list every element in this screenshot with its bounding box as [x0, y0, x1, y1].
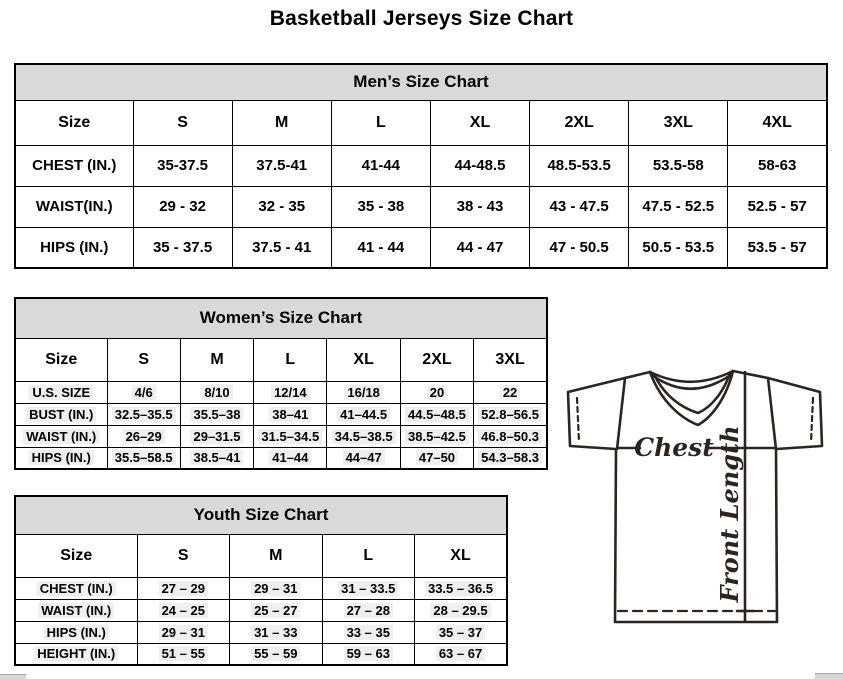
size-value: 38.5–41 [190, 450, 243, 465]
size-value: 44.5–48.5 [405, 407, 469, 422]
youth-size-chart-table [14, 495, 508, 666]
size-cell [400, 381, 473, 403]
row-label [15, 643, 137, 665]
size-cell: 53.5 - 57 [728, 227, 827, 268]
size-cell [107, 447, 180, 469]
page-title: Basketball Jerseys Size Chart [269, 7, 574, 30]
column-header: L [331, 100, 430, 145]
jersey-seam-left [617, 378, 625, 449]
table-row [15, 186, 827, 227]
size-value: 33.5 – 36.5 [425, 581, 496, 596]
row-label-text: BUST (IN.) [26, 407, 96, 422]
size-value: 27 – 29 [159, 581, 208, 596]
size-value: 29 – 31 [251, 581, 300, 596]
size-cell [254, 403, 327, 425]
size-cell [322, 643, 415, 665]
column-header: Size [15, 534, 137, 577]
size-cell: 50.5 - 53.5 [629, 227, 728, 268]
size-value: 38–41 [269, 407, 311, 422]
size-cell [400, 403, 473, 425]
size-cell: 43 - 47.5 [530, 186, 629, 227]
size-cell [180, 381, 253, 403]
table-row [15, 621, 507, 643]
womens-table-title: Women’s Size Chart [15, 298, 547, 338]
column-header: S [107, 338, 180, 381]
size-cell [180, 403, 253, 425]
size-value: 8/10 [201, 385, 232, 400]
size-cell: 35 - 38 [331, 186, 430, 227]
size-value: 47–50 [416, 450, 458, 465]
size-value: 22 [500, 385, 520, 400]
size-value: 34.5–38.5 [332, 429, 396, 444]
size-value: 51 – 55 [159, 646, 208, 661]
size-cell [137, 599, 230, 621]
column-header: 3XL [629, 100, 728, 145]
size-value: 31.5–34.5 [258, 429, 322, 444]
column-header: L [254, 338, 327, 381]
vneck-outer [650, 371, 733, 425]
row-label-text: HIPS (IN.) [44, 625, 109, 640]
front-length-label: Front Length [715, 425, 744, 603]
table-row [15, 577, 507, 599]
table-title-row [15, 496, 507, 534]
size-value: 41–44.5 [337, 407, 390, 422]
size-cell [230, 621, 323, 643]
column-header: M [232, 100, 331, 145]
size-cell [327, 403, 400, 425]
size-cell [474, 425, 547, 447]
size-value: 38.5–42.5 [405, 429, 469, 444]
size-cell: 37.5-41 [232, 145, 331, 186]
size-value: 16/18 [344, 385, 383, 400]
size-cell [254, 381, 327, 403]
row-label [15, 381, 107, 403]
size-cell [322, 577, 415, 599]
size-value: 35.5–58.5 [112, 450, 176, 465]
size-value: 35 – 37 [436, 625, 485, 640]
size-value: 29 – 31 [159, 625, 208, 640]
row-label-text: U.S. SIZE [29, 385, 93, 400]
row-label-text: WAIST (IN.) [23, 429, 99, 444]
size-cell [322, 599, 415, 621]
size-value: 55 – 59 [251, 646, 300, 661]
table-title-row [15, 64, 827, 100]
size-cell [415, 621, 508, 643]
row-label-text: HEIGHT (IN.) [34, 646, 118, 661]
row-label-text: HIPS (IN.) [29, 450, 94, 465]
size-cell: 47.5 - 52.5 [629, 186, 728, 227]
size-cell: 29 - 32 [133, 186, 232, 227]
mens-table-title: Men’s Size Chart [15, 64, 827, 100]
size-cell [180, 447, 253, 469]
column-header: L [322, 534, 415, 577]
row-label: WAIST(IN.) [15, 186, 133, 227]
size-cell [180, 425, 253, 447]
size-cell [474, 403, 547, 425]
scrollbar-fragment-left[interactable] [0, 674, 26, 679]
row-label [15, 577, 137, 599]
size-value: 46.8–50.3 [478, 429, 542, 444]
size-value: 32.5–35.5 [112, 407, 176, 422]
column-header: 3XL [474, 338, 547, 381]
size-value: 28 – 29.5 [430, 603, 490, 618]
youth-table-title: Youth Size Chart [15, 496, 507, 534]
table-header-row [15, 534, 507, 577]
row-label [15, 621, 137, 643]
size-value: 29–31.5 [190, 429, 243, 444]
size-value: 25 – 27 [251, 603, 300, 618]
row-label: CHEST (IN.) [15, 145, 133, 186]
size-value: 20 [427, 385, 447, 400]
column-header: 2XL [530, 100, 629, 145]
row-label [15, 599, 137, 621]
size-value: 24 – 25 [159, 603, 208, 618]
size-value: 44–47 [343, 450, 385, 465]
size-cell [415, 577, 508, 599]
size-value: 26–29 [123, 429, 165, 444]
size-cell: 41 - 44 [331, 227, 430, 268]
size-cell [327, 447, 400, 469]
size-cell [327, 425, 400, 447]
size-cell: 37.5 - 41 [232, 227, 331, 268]
row-label [15, 403, 107, 425]
size-cell [474, 447, 547, 469]
table-row [15, 447, 547, 469]
size-value: 31 – 33 [251, 625, 300, 640]
size-cell [474, 381, 547, 403]
size-cell: 32 - 35 [232, 186, 331, 227]
column-header: XL [415, 534, 508, 577]
size-cell: 35-37.5 [133, 145, 232, 186]
size-cell [327, 381, 400, 403]
size-cell: 52.5 - 57 [728, 186, 827, 227]
size-value: 52.8–56.5 [478, 407, 542, 422]
row-label [15, 425, 107, 447]
column-header: 4XL [728, 100, 827, 145]
column-header: M [230, 534, 323, 577]
size-cell [322, 621, 415, 643]
table-row [15, 227, 827, 268]
table-row [15, 643, 507, 665]
column-header: Size [15, 338, 107, 381]
size-cell: 47 - 50.5 [530, 227, 629, 268]
size-value: 41–44 [269, 450, 311, 465]
size-cell [230, 643, 323, 665]
size-value: 35.5–38 [190, 407, 243, 422]
column-header: XL [430, 100, 529, 145]
table-row [15, 381, 547, 403]
size-value: 63 – 67 [436, 646, 485, 661]
size-value: 33 – 35 [344, 625, 393, 640]
size-cell [137, 621, 230, 643]
mens-size-chart-table [14, 63, 828, 269]
size-cell: 58-63 [728, 145, 827, 186]
size-value: 12/14 [271, 385, 310, 400]
size-value: 27 – 28 [344, 603, 393, 618]
size-cell [230, 599, 323, 621]
size-cell: 53.5-58 [629, 145, 728, 186]
table-row [15, 145, 827, 186]
table-header-row [15, 100, 827, 145]
table-row [15, 403, 547, 425]
table-header-row [15, 338, 547, 381]
column-header: S [137, 534, 230, 577]
table-title-row [15, 298, 547, 338]
row-label-text: WAIST (IN.) [38, 603, 114, 618]
size-cell [415, 643, 508, 665]
size-cell: 44 - 47 [430, 227, 529, 268]
size-cell [400, 425, 473, 447]
size-cell [107, 381, 180, 403]
size-cell [137, 643, 230, 665]
row-label [15, 447, 107, 469]
scrollbar-fragment-right[interactable] [815, 673, 843, 679]
size-cell [230, 577, 323, 599]
size-cell: 48.5-53.5 [530, 145, 629, 186]
womens-size-chart-table [14, 297, 548, 470]
size-cell: 35 - 37.5 [133, 227, 232, 268]
table-row [15, 425, 547, 447]
table-row [15, 599, 507, 621]
row-label: HIPS (IN.) [15, 227, 133, 268]
column-header: Size [15, 100, 133, 145]
cuff-dash-right [811, 398, 813, 442]
column-header: XL [327, 338, 400, 381]
size-cell [137, 577, 230, 599]
size-cell [107, 425, 180, 447]
column-header: 2XL [400, 338, 473, 381]
jersey-seam-right [768, 378, 776, 449]
size-cell [107, 403, 180, 425]
column-header: M [180, 338, 253, 381]
size-value: 59 – 63 [344, 646, 393, 661]
row-label-text: CHEST (IN.) [37, 581, 116, 596]
size-value: 4/6 [132, 385, 156, 400]
size-cell [415, 599, 508, 621]
cuff-dash-left [577, 398, 579, 442]
size-cell [400, 447, 473, 469]
chest-label: Chest [634, 433, 714, 462]
column-header: S [133, 100, 232, 145]
size-cell: 41-44 [331, 145, 430, 186]
size-cell: 38 - 43 [430, 186, 529, 227]
size-cell: 44-48.5 [430, 145, 529, 186]
size-cell [254, 447, 327, 469]
size-value: 31 – 33.5 [338, 581, 398, 596]
size-cell [254, 425, 327, 447]
size-value: 54.3–58.3 [478, 450, 542, 465]
jersey-diagram [556, 362, 843, 662]
jersey-outline [568, 371, 822, 622]
